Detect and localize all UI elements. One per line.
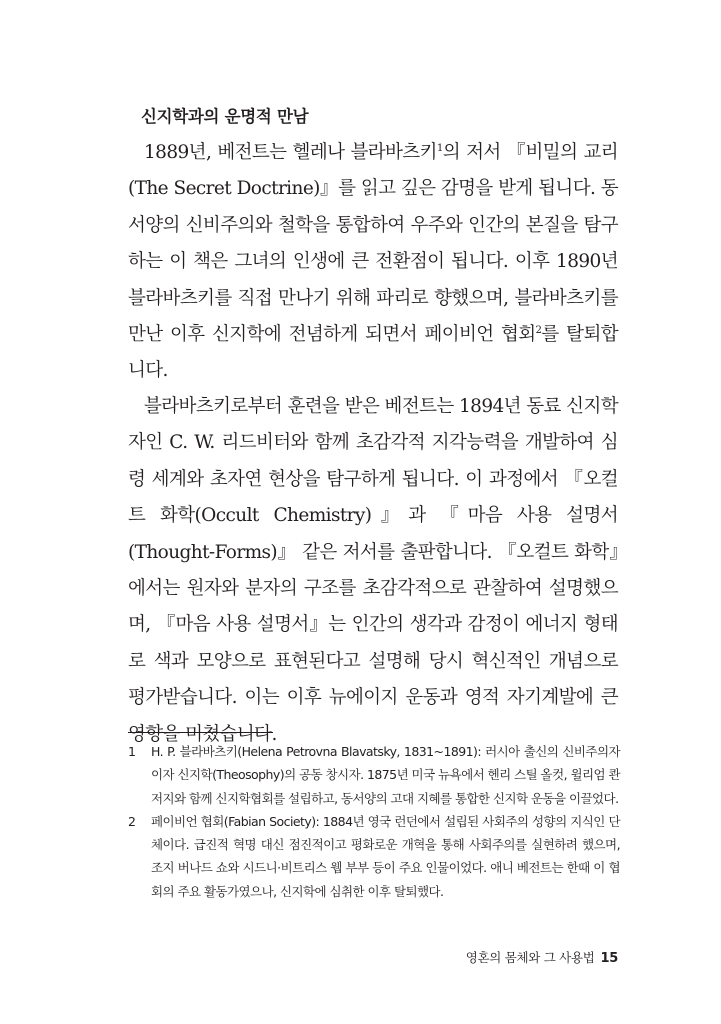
paragraph-1-text-b: 의 저서 『비밀의 교리(The Secret Doctrine)』를 읽고 깊은 감명을 받게 됩니다. 동서양의 신비주의와 철학을 통합하여 우주와 인간의 본질을 탐구하는 이 책은 그녀의 인생에 큰 전환점이 됩니다. 이후 1890년 블라바츠키를 직접 만나기 위해 파리로 향했으며, 블라바츠키를 만난 이후 신지학에 전념하게 되면서 페이비언 협회 bbox=[128, 142, 619, 346]
paragraph-2-text: 블라바츠키로부터 훈련을 받은 베전트는 1894년 동료 신지학자인 C. W. 리드비터와 함께 초감각적 지각능력을 개발하여 심령 세계와 초자연 현상을 탐구하게 됩니다. 이 과정에서 『오컬트 화학(Occult Chemistry)』과 『마음 사용 설명서(Thought-Forms)』 같은 저서를 출판합니다. 『오컬트 화학』에서는 원자와 분자의 구조를 초감각적으로 관찰하여 설명했으며, 『마음 사용 설명서』는 인간의 생각과 감정이 에너지 형태로 색과 모양으로 표현된다고 설명해 당시 혁신적인 개념으로 평가받습니다. 이는 이후 뉴에이지 운동과 영적 자기계발에 큰 영향을 미쳤습니다. bbox=[128, 396, 618, 745]
page-number: 15 bbox=[600, 951, 618, 966]
page-footer bbox=[466, 948, 618, 966]
footnote-ref-2[interactable]: 2 bbox=[535, 324, 542, 336]
footnote-number: 1 bbox=[128, 744, 136, 759]
footnote-divider bbox=[128, 732, 273, 733]
running-title: 영혼의 몸체와 그 사용법 bbox=[465, 950, 595, 965]
paragraph-1-text-a: 1889년, 베전트는 헬레나 블라바츠키 bbox=[144, 142, 437, 163]
footnote-item bbox=[128, 740, 620, 810]
section-heading: 신지학과의 운명적 만남 bbox=[141, 107, 309, 126]
footnotes-section bbox=[128, 740, 620, 903]
footnote-text: H. P. 블라바츠키(Helena Petrovna Blavatsky, 1831~1891): 러시아 출신의 신비주의자이자 신지학(Theosophy)의 공동 창시자. 1875년 미국 뉴욕에서 헨리 스틸 올컷, 윌리엄 콴 저지와 함께 신지학협회를 설립하고, 동서양의 고대 지혜를 통합한 신지학 운동을 이끌었다. bbox=[151, 744, 620, 806]
footnote-item bbox=[128, 810, 620, 903]
body-paragraph-2 bbox=[128, 389, 618, 753]
paragraph-1-text-c: 를 탈퇴합니다. bbox=[128, 324, 618, 382]
footnote-text: 페이비언 협회(Fabian Society): 1884년 영국 런던에서 설립된 사회주의 성향의 지식인 단체이다. 급진적 혁명 대신 점진적이고 평화로운 개혁을 통해 사회주의를 실현하려 했으며, 조지 버나드 쇼와 시드니·비트리스 웹 부부 등이 주요 인물이었다. 애니 베전트는 한때 이 협회의 주요 활동가였으나, 신지학에 심취한 이후 탈퇴했다. bbox=[151, 813, 620, 899]
footnote-ref-1[interactable]: 1 bbox=[436, 142, 443, 154]
footnote-number: 2 bbox=[128, 813, 136, 829]
body-paragraph-1 bbox=[128, 135, 618, 390]
